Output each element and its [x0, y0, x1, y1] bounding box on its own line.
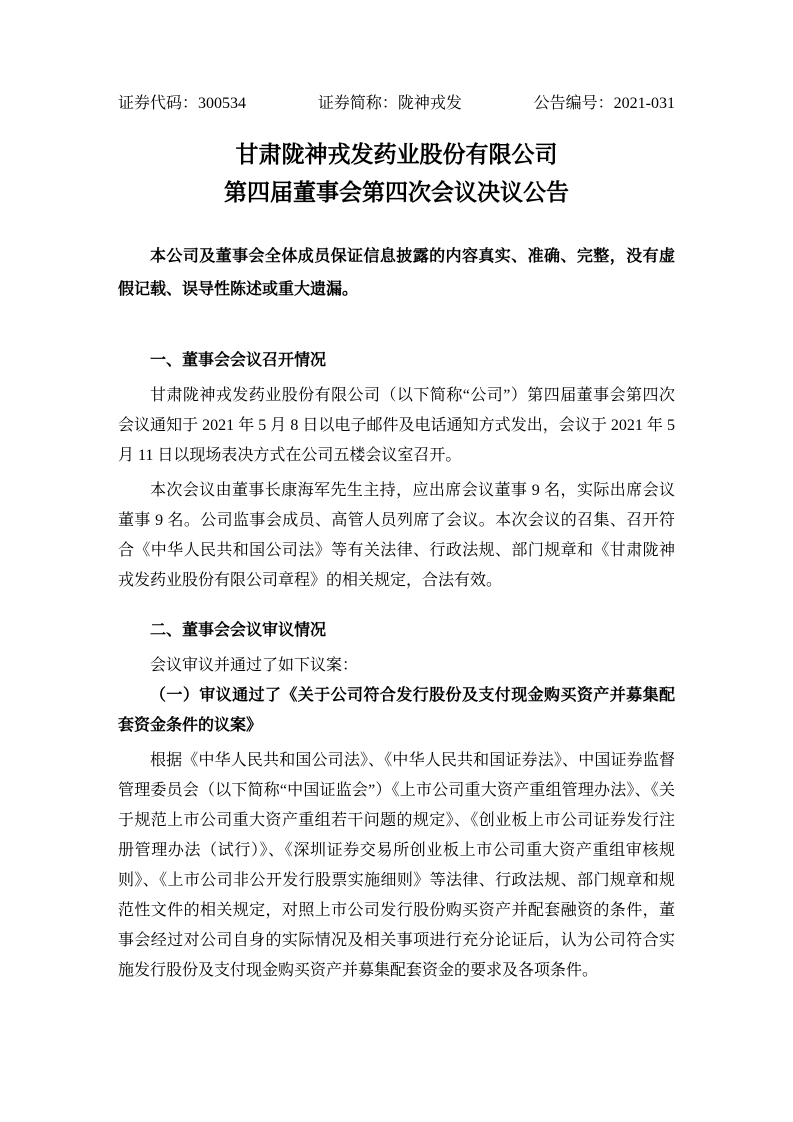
document-title	[118, 136, 675, 212]
document-header	[118, 94, 675, 114]
stock-abbr: 证券简称：陇神戎发	[317, 95, 462, 112]
resolution-item-1-body: 根据《中华人民共和国公司法》、《中华人民共和国证券法》、中国证券监督管理委员会（以下简称“中国证监会”）《上市公司重大资产重组管理办法》、《关于规范上市公司重大资产重组若干问题的规定》、《创业板上市公司证券发行注册管理办法（试行）》、《深圳证券交易所创业板上市公司重大资产重组审核规则》、《上市公司非公开发行股票实施细则》等法律、行政法规、部门规章和规范性文件的相关规定，对照上市公司发行股份购买资产并配套融资的条件，董事会经过对公司自身的实际情况及相关事项进行充分论证后，认为公司符合实施发行股份及支付现金购买资产并募集配套资金的要求及各项条件。	[118, 752, 675, 979]
stock-code: 证券代码：300534	[118, 95, 247, 112]
section-2-intro: 会议审议并通过了如下议案：	[150, 657, 359, 674]
title-line-2: 第四届董事会第四次会议决议公告	[224, 180, 569, 205]
announcement-number: 公告编号：2021-031	[533, 95, 675, 112]
section-1-paragraph-2: 本次会议由董事长康海军先生主持，应出席会议董事 9 名，实际出席会议董事 9 名。公司监事会成员、高管人员列席了会议。本次会议的召集、召开符合《中华人民共和国公司法》等有关法律、行政法规、部门规章和《甘肃陇神戎发药业股份有限公司章程》的相关规定，合法有效。	[118, 482, 675, 589]
disclaimer-paragraph: 本公司及董事会全体成员保证信息披露的内容真实、准确、完整，没有虚假记载、误导性陈述或重大遗漏。	[118, 248, 675, 298]
title-line-1: 甘肃陇神戎发药业股份有限公司	[235, 142, 558, 167]
section-1-paragraph-1: 甘肃陇神戎发药业股份有限公司（以下简称“公司”）第四届董事会第四次会议通知于 2021 年 5 月 8 日以电子邮件及电话通知方式发出，会议于 2021 年 5 月 11 日以现场表决方式在公司五楼会议室召开。	[118, 387, 675, 464]
resolution-item-1-heading: （一）审议通过了《关于公司符合发行股份及支付现金购买资产并募集配套资金条件的议案》	[118, 687, 675, 734]
section-1-heading: 一、董事会会议召开情况	[150, 352, 327, 369]
section-2-heading: 二、董事会会议审议情况	[150, 622, 327, 639]
